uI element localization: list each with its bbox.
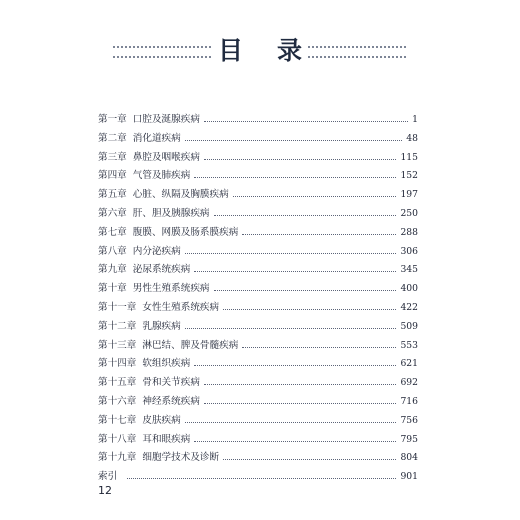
toc-chapter-title: 淋巴结、脾及骨髓疾病: [142, 339, 239, 351]
toc-entry[interactable]: [98, 111, 418, 130]
toc-chapter-title: 女性生殖系统疾病: [142, 301, 220, 313]
toc-chapter-title: 软组织疾病: [142, 358, 191, 370]
dot-leader: [223, 309, 396, 310]
dot-leader: [185, 253, 397, 254]
toc-entry[interactable]: [98, 318, 418, 337]
toc-page-number: 621: [400, 358, 418, 370]
page-number: 12: [98, 484, 112, 497]
toc-chapter-number: 第三章: [98, 151, 127, 163]
toc-chapter-number: 第十九章: [98, 452, 137, 464]
toc-chapter-title: 乳腺疾病: [142, 320, 181, 332]
toc-page-number: 345: [400, 264, 418, 276]
dotted-line: [308, 56, 406, 58]
toc-page-number: 422: [400, 301, 418, 313]
toc-entry[interactable]: [98, 412, 418, 431]
toc-page-number: 1: [412, 114, 418, 125]
toc-entry[interactable]: [98, 261, 418, 280]
toc-chapter-title: 细胞学技术及诊断: [142, 452, 220, 464]
toc-chapter-title: 肝、胆及胰腺疾病: [132, 207, 210, 219]
toc-page-number: 756: [400, 414, 418, 426]
toc-chapter-number: 第十二章: [98, 320, 137, 332]
toc-entry[interactable]: [98, 149, 418, 168]
toc-chapter-title: 神经系统疾病: [142, 395, 200, 407]
toc-chapter-title: 鼻腔及咽喉疾病: [132, 151, 200, 163]
toc-entry[interactable]: [98, 186, 418, 205]
page-title: [0, 36, 520, 66]
dot-leader: [204, 384, 397, 385]
toc-chapter-title: 气管及肺疾病: [132, 170, 191, 182]
toc-chapter-title: 泌尿系统疾病: [132, 264, 191, 276]
toc-chapter-number: 第十五章: [98, 377, 137, 389]
toc-page-number: 400: [400, 283, 418, 295]
toc-chapter-number: 索引: [98, 471, 118, 483]
dot-leader: [185, 140, 403, 141]
toc-chapter-number: 第一章: [98, 114, 127, 125]
dot-leader: [242, 347, 396, 348]
decorative-rule-right: [308, 46, 406, 58]
dot-leader: [214, 290, 397, 291]
toc-page-number: 250: [400, 207, 418, 219]
dot-leader: [194, 441, 396, 442]
toc-page-number: 804: [400, 452, 418, 464]
toc-page-number: 48: [406, 132, 418, 144]
toc-page-number: 509: [400, 320, 418, 332]
toc-page-number: 795: [400, 433, 418, 445]
toc-entry[interactable]: [98, 280, 418, 299]
toc-entry[interactable]: [98, 393, 418, 412]
toc-chapter-title: 腹膜、网膜及肠系膜疾病: [132, 226, 239, 238]
toc-entry[interactable]: [98, 224, 418, 243]
toc-entry[interactable]: [98, 167, 418, 186]
dot-leader: [194, 271, 396, 272]
toc-page-number: 553: [400, 339, 418, 351]
toc-entry[interactable]: [98, 205, 418, 224]
dot-leader: [223, 459, 396, 460]
toc-chapter-title: 骨和关节疾病: [142, 377, 200, 389]
toc-chapter-title: 消化道疾病: [132, 132, 181, 144]
toc-page-number: 288: [400, 226, 418, 238]
toc-page-number: 152: [400, 170, 418, 182]
toc-chapter-number: 第四章: [98, 170, 127, 182]
dot-leader: [194, 177, 396, 178]
toc-entry[interactable]: [98, 243, 418, 262]
toc-page-number: 197: [400, 189, 418, 201]
dot-leader: [204, 159, 397, 160]
toc-chapter-number: 第十一章: [98, 301, 137, 313]
dot-leader: [214, 215, 397, 216]
toc-chapter-number: 第十七章: [98, 414, 137, 426]
dot-leader: [185, 422, 397, 423]
title-char: 录: [277, 36, 303, 65]
dot-leader: [185, 328, 397, 329]
toc-header: [0, 30, 520, 80]
toc-entry[interactable]: [98, 374, 418, 393]
toc-entry[interactable]: [98, 449, 418, 468]
toc-chapter-title: 男性生殖系统疾病: [132, 283, 210, 295]
toc-entry[interactable]: [98, 130, 418, 149]
toc-entry[interactable]: [98, 299, 418, 318]
dotted-line: [308, 46, 406, 48]
toc-chapter-number: 第二章: [98, 132, 127, 144]
dot-leader: [194, 365, 396, 366]
toc-entry[interactable]: [98, 468, 418, 487]
toc-chapter-number: 第十章: [98, 283, 127, 295]
toc-chapter-number: 第十三章: [98, 339, 137, 351]
toc-page-number: 901: [400, 471, 418, 483]
toc-chapter-title: 口腔及涎腺疾病: [132, 114, 200, 125]
toc-chapter-number: 第六章: [98, 207, 127, 219]
dot-leader: [242, 234, 396, 235]
toc-chapter-number: 第十八章: [98, 433, 137, 445]
toc-chapter-number: 第五章: [98, 189, 127, 201]
toc-chapter-title: 皮肤疾病: [142, 414, 181, 426]
dot-leader: [204, 403, 397, 404]
toc-page-number: 115: [400, 151, 418, 163]
toc-entry[interactable]: [98, 337, 418, 356]
toc-chapter-title: 内分泌疾病: [132, 245, 181, 257]
title-char: 目: [217, 36, 243, 65]
toc-chapter-number: 第十四章: [98, 358, 137, 370]
toc-chapter-number: 第八章: [98, 245, 127, 257]
table-of-contents: [98, 111, 418, 487]
toc-chapter-number: 第十六章: [98, 395, 137, 407]
toc-chapter-title: 心脏、纵隔及胸膜疾病: [132, 189, 229, 201]
toc-entry[interactable]: [98, 355, 418, 374]
toc-entry[interactable]: [98, 431, 418, 450]
toc-chapter-title: 耳和眼疾病: [142, 433, 191, 445]
toc-page-number: 306: [400, 245, 418, 257]
dot-leader: [127, 478, 396, 479]
toc-page-number: 716: [400, 395, 418, 407]
toc-page-number: 692: [400, 377, 418, 389]
dot-leader: [204, 121, 408, 122]
toc-chapter-number: 第九章: [98, 264, 127, 276]
toc-chapter-number: 第七章: [98, 226, 127, 238]
dot-leader: [233, 196, 397, 197]
